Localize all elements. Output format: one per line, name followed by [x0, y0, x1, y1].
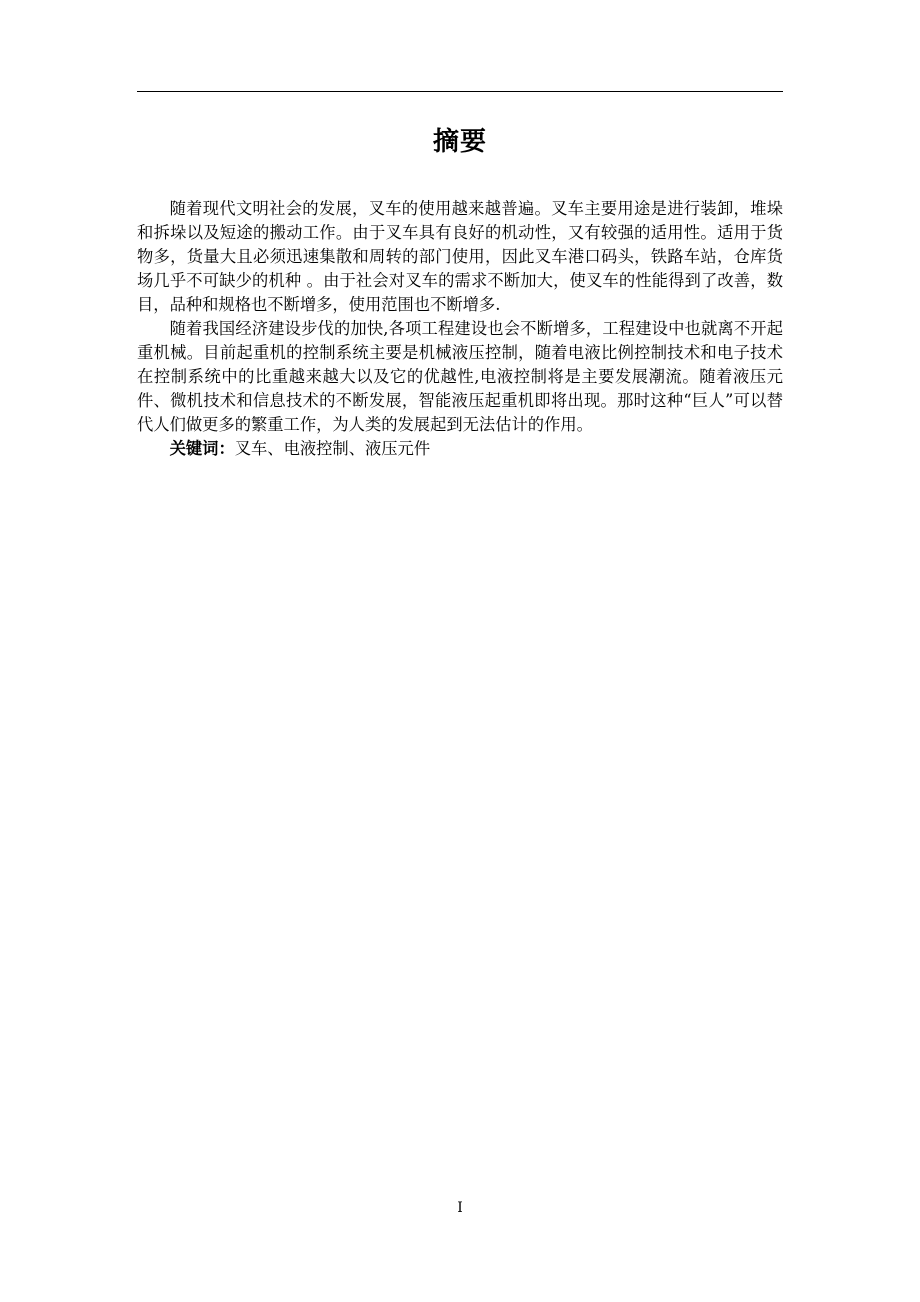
- header-rule: [137, 91, 783, 92]
- abstract-paragraph-1: 随着现代文明社会的发展，叉车的使用越来越普遍。叉车主要用途是进行装卸，堆垛和拆垛以及短途的搬动工作。由于叉车具有良好的机动性，又有较强的适用性。适用于货物多，货量大且必须迅速集散和周转的部门使用，因此叉车港口码头，铁路车站，仓库货场几乎不可缺少的机种 。由于社会对叉车的需求不断加大，使叉车的性能得到了改善，数目，品种和规格也不断增多，使用范围也不断增多.: [137, 199, 783, 314]
- abstract-body: [137, 197, 783, 461]
- keywords-text: 叉车、电液控制、液压元件: [234, 439, 431, 458]
- page-number: I: [457, 1200, 463, 1216]
- abstract-paragraph-2: 随着我国经济建设步伐的加快,各项工程建设也会不断增多，工程建设中也就离不开起重机械。目前起重机的控制系统主要是机械液压控制，随着电液比例控制技术和电子技术在控制系统中的比重越来越大以及它的优越性,电液控制将是主要发展潮流。随着液压元件、微机技术和信息技术的不断发展，智能液压起重机即将出现。那时这种“巨人”可以替代人们做更多的繁重工作，为人类的发展起到无法估计的作用。: [137, 319, 783, 434]
- page-title: 摘要: [432, 127, 487, 157]
- keywords-label: 关键词：: [169, 439, 235, 458]
- keywords-line: [137, 437, 783, 461]
